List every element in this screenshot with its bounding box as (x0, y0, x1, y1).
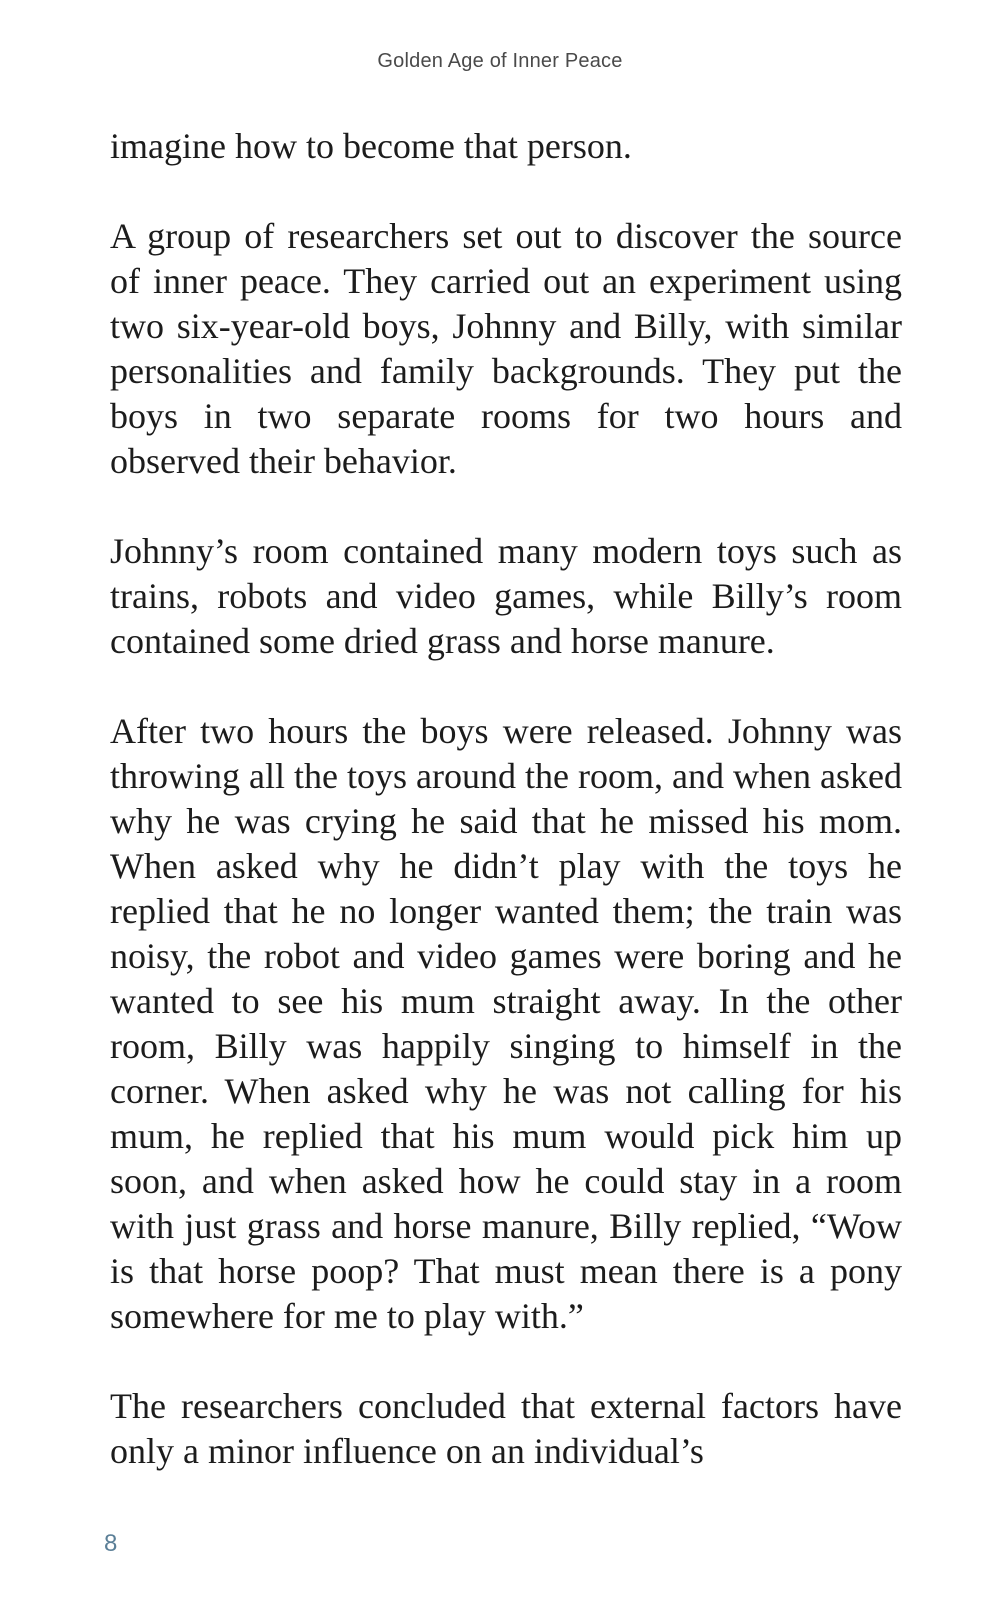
running-head-title: Golden Age of Inner Peace (377, 50, 623, 72)
page-body (110, 124, 902, 1474)
paragraph-rooms-description: Johnny’s room contained many modern toys such as trains, robots and video games, while Billy’s room contained some dried grass and horse manure. (110, 531, 902, 661)
page-number: 8 (104, 1530, 118, 1557)
paragraph-experiment-setup: A group of researchers set out to discover the source of inner peace. They carried out an experiment using two six-year-old boys, Johnny and Billy, with similar personalities and family backgrounds. They put the boys in two separate rooms for two hours and observed their behavior. (110, 216, 902, 481)
paragraph-continuation: imagine how to become that person. (110, 126, 632, 166)
paragraph-results: After two hours the boys were released. Johnny was throwing all the toys around the room, and when asked why he was crying he said that he missed his mom. When asked why he didn’t play with the toys he replied that he no longer wanted them; the train was noisy, the robot and video games were boring and he wanted to see his mum straight away. In the other room, Billy was happily singing to himself in the corner. When asked why he was not calling for his mum, he replied that his mum would pick him up soon, and when asked how he could stay in a room with just grass and horse manure, Billy replied, “Wow is that horse poop? That must mean there is a pony somewhere for me to play with.” (110, 711, 902, 1336)
paragraph-conclusion: The researchers concluded that external factors have only a minor influence on an individual’s (110, 1386, 902, 1471)
